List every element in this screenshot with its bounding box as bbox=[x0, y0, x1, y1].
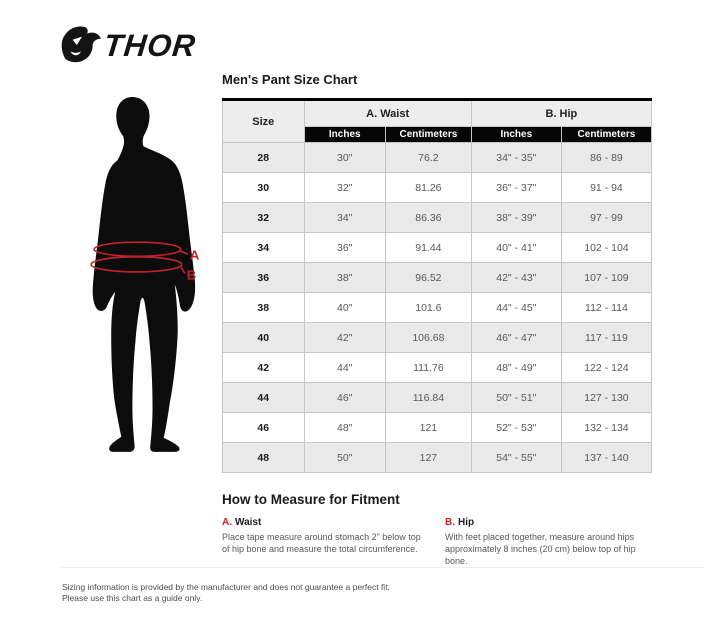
cell-size: 46 bbox=[223, 413, 305, 443]
cell-waist-inches: 42" bbox=[304, 323, 386, 353]
size-table-row bbox=[223, 173, 652, 203]
hip-instructions-text: With feet placed together, measure around hips approximately 8 inches (20 cm) below top of hip bone. bbox=[445, 532, 636, 566]
measure-instructions bbox=[222, 517, 652, 567]
cell-waist-centimeters: 91.44 bbox=[386, 233, 472, 263]
hip-label-b: B bbox=[186, 267, 197, 283]
cell-waist-inches: 36" bbox=[304, 233, 386, 263]
disclaimer-line-1: Sizing information is provided by the manufacturer and does not guarantee a perfect fit. bbox=[62, 582, 390, 592]
cell-waist-centimeters: 101.6 bbox=[386, 293, 472, 323]
cell-hip-inches: 50" - 51" bbox=[471, 383, 561, 413]
cell-waist-centimeters: 96.52 bbox=[386, 263, 472, 293]
cell-size: 38 bbox=[223, 293, 305, 323]
cell-waist-inches: 32" bbox=[304, 173, 386, 203]
cell-size: 48 bbox=[223, 443, 305, 473]
cell-size: 34 bbox=[223, 233, 305, 263]
hip-instructions bbox=[445, 517, 652, 567]
cell-waist-centimeters: 106.68 bbox=[386, 323, 472, 353]
size-table-row bbox=[223, 353, 652, 383]
size-table-header bbox=[223, 100, 652, 143]
cell-hip-centimeters: 107 - 109 bbox=[561, 263, 651, 293]
cell-waist-centimeters: 127 bbox=[386, 443, 472, 473]
hip-column-header: B. Hip bbox=[471, 100, 651, 127]
waist-instructions-text: Place tape measure around stomach 2" below top of hip bone and measure the total circumference. bbox=[222, 532, 421, 554]
hip-letter: B. bbox=[445, 517, 455, 528]
size-table-body bbox=[223, 143, 652, 473]
cell-hip-centimeters: 132 - 134 bbox=[561, 413, 651, 443]
cell-waist-inches: 30" bbox=[304, 143, 386, 173]
waist-column-header: A. Waist bbox=[304, 100, 471, 127]
cell-hip-centimeters: 86 - 89 bbox=[561, 143, 651, 173]
cell-hip-inches: 40" - 41" bbox=[471, 233, 561, 263]
cell-waist-inches: 44" bbox=[304, 353, 386, 383]
disclaimer bbox=[62, 582, 390, 604]
cell-hip-inches: 38" - 39" bbox=[471, 203, 561, 233]
cell-size: 28 bbox=[223, 143, 305, 173]
size-table-row bbox=[223, 413, 652, 443]
cell-waist-inches: 50" bbox=[304, 443, 386, 473]
size-table-row bbox=[223, 203, 652, 233]
waist-inches-header: Inches bbox=[304, 127, 386, 143]
waist-letter: A. bbox=[222, 517, 232, 528]
thor-logo-icon bbox=[60, 24, 102, 66]
cell-hip-centimeters: 137 - 140 bbox=[561, 443, 651, 473]
size-table-row bbox=[223, 443, 652, 473]
size-table-row bbox=[223, 233, 652, 263]
cell-size: 44 bbox=[223, 383, 305, 413]
cell-hip-centimeters: 112 - 114 bbox=[561, 293, 651, 323]
group-header-row bbox=[223, 100, 652, 127]
hip-inches-header: Inches bbox=[471, 127, 561, 143]
cell-size: 32 bbox=[223, 203, 305, 233]
cell-hip-centimeters: 97 - 99 bbox=[561, 203, 651, 233]
cell-size: 30 bbox=[223, 173, 305, 203]
size-table-row bbox=[223, 323, 652, 353]
cell-hip-centimeters: 91 - 94 bbox=[561, 173, 651, 203]
waist-instructions-heading bbox=[222, 517, 427, 528]
size-table bbox=[222, 98, 652, 473]
waist-label-a: A bbox=[189, 247, 200, 263]
disclaimer-line-2: Please use this chart as a guide only. bbox=[62, 593, 203, 603]
cell-hip-inches: 42" - 43" bbox=[471, 263, 561, 293]
cell-waist-centimeters: 111.76 bbox=[386, 353, 472, 383]
cell-hip-inches: 44" - 45" bbox=[471, 293, 561, 323]
measure-title: How to Measure for Fitment bbox=[222, 492, 400, 507]
thor-logo bbox=[60, 24, 196, 66]
cell-hip-inches: 46" - 47" bbox=[471, 323, 561, 353]
size-table-row bbox=[223, 383, 652, 413]
size-table-row bbox=[223, 293, 652, 323]
thor-logo-text: THOR bbox=[102, 27, 198, 63]
hip-word: Hip bbox=[458, 517, 475, 528]
cell-hip-centimeters: 102 - 104 bbox=[561, 233, 651, 263]
cell-hip-inches: 54" - 55" bbox=[471, 443, 561, 473]
cell-size: 42 bbox=[223, 353, 305, 383]
male-silhouette-figure bbox=[72, 96, 222, 464]
waist-instructions bbox=[222, 517, 427, 567]
size-table-row bbox=[223, 263, 652, 293]
cell-hip-inches: 48" - 49" bbox=[471, 353, 561, 383]
cell-size: 40 bbox=[223, 323, 305, 353]
cell-waist-inches: 48" bbox=[304, 413, 386, 443]
cell-waist-inches: 46" bbox=[304, 383, 386, 413]
cell-waist-centimeters: 81.26 bbox=[386, 173, 472, 203]
size-chart-content bbox=[222, 72, 652, 567]
size-column-header: Size bbox=[223, 100, 305, 143]
chart-title: Men's Pant Size Chart bbox=[222, 72, 358, 87]
cell-waist-inches: 38" bbox=[304, 263, 386, 293]
cell-hip-inches: 34" - 35" bbox=[471, 143, 561, 173]
cell-hip-inches: 36" - 37" bbox=[471, 173, 561, 203]
cell-hip-inches: 52" - 53" bbox=[471, 413, 561, 443]
cell-waist-inches: 40" bbox=[304, 293, 386, 323]
silhouette-svg bbox=[72, 96, 222, 464]
footer-divider bbox=[60, 567, 705, 568]
cell-waist-centimeters: 76.2 bbox=[386, 143, 472, 173]
hip-centimeters-header: Centimeters bbox=[561, 127, 651, 143]
cell-size: 36 bbox=[223, 263, 305, 293]
cell-waist-centimeters: 121 bbox=[386, 413, 472, 443]
cell-waist-centimeters: 86.36 bbox=[386, 203, 472, 233]
cell-waist-inches: 34" bbox=[304, 203, 386, 233]
size-table-row bbox=[223, 143, 652, 173]
male-silhouette bbox=[93, 97, 195, 452]
waist-word: Waist bbox=[235, 517, 262, 528]
waist-centimeters-header: Centimeters bbox=[386, 127, 472, 143]
cell-waist-centimeters: 116.84 bbox=[386, 383, 472, 413]
cell-hip-centimeters: 127 - 130 bbox=[561, 383, 651, 413]
hip-instructions-heading bbox=[445, 517, 652, 528]
cell-hip-centimeters: 117 - 119 bbox=[561, 323, 651, 353]
cell-hip-centimeters: 122 - 124 bbox=[561, 353, 651, 383]
